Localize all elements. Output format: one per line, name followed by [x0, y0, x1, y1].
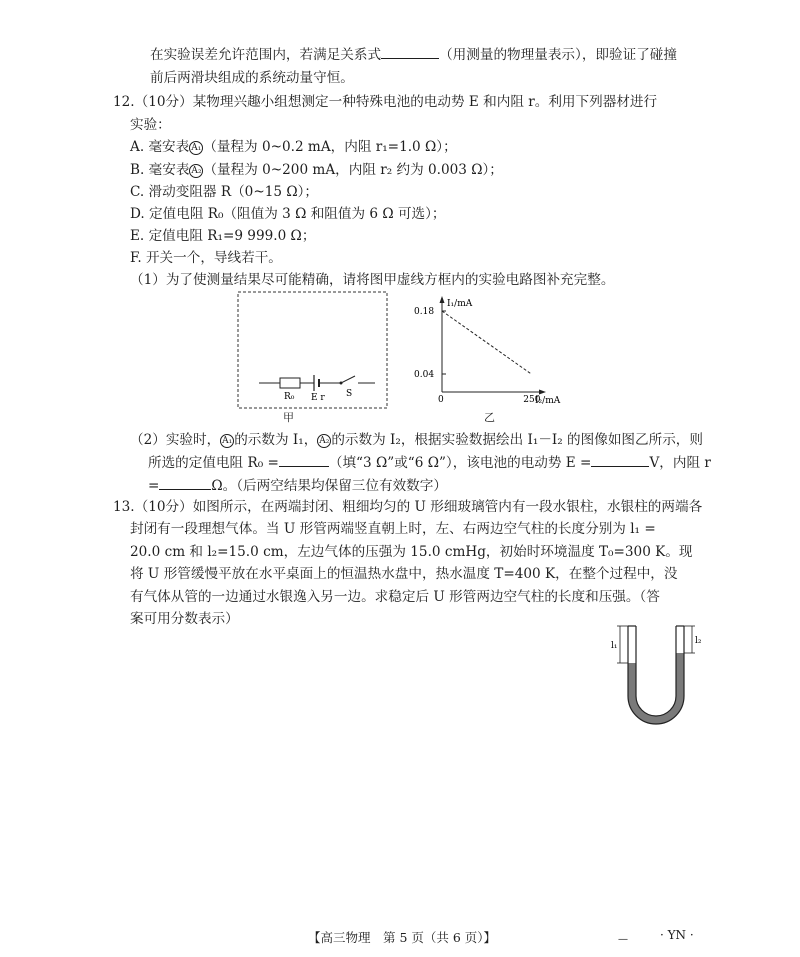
i1-i2-line [442, 311, 531, 374]
q13-line-2: 封闭有一段理想气体。当 U 形管两端竖直朝上时，左、右两边空气柱的长度分别为 l₁ = [130, 521, 656, 537]
option-a-text: （量程为 0~0.2 mA，内阻 r₁=1.0 Ω）； [203, 139, 457, 155]
q12-option-e: E. 定值电阻 R₁=9 999.0 Ω； [130, 228, 316, 244]
u-tube-inner-wall [636, 626, 676, 716]
u-tube-figure [600, 618, 710, 738]
q12-part-2-line-3 [148, 475, 447, 496]
part2-r0-text: 所选的定值电阻 R₀ = [148, 455, 279, 471]
answer-blank-emf[interactable] [591, 452, 649, 467]
x-tick-250: 250 [523, 395, 541, 405]
q12-part-2-line-1 [130, 430, 703, 450]
milliammeter-a1-icon: A₁ [222, 436, 233, 446]
intro-line-2: 前后两滑块组成的系统动量守恒。 [150, 70, 354, 86]
q13-line-6: 案可用分数表示） [130, 611, 239, 627]
footer-dash: — [618, 934, 628, 945]
l2-label: l₂ [695, 636, 702, 646]
x-axis-label: I₂/mA [535, 396, 561, 406]
r0-label: R₀ [284, 392, 295, 402]
y-axis-arrow-icon [440, 296, 445, 303]
part2-text-a: （2）实验时， [130, 432, 221, 448]
q12-stem-line-2: 实验： [130, 117, 171, 133]
y-axis-label: I₁/mA [447, 299, 473, 309]
circuit-figure-a [235, 290, 395, 420]
graph-figure-b [410, 292, 570, 418]
q12-part-2-line-2 [148, 452, 711, 473]
milliammeter-a2-icon: A₂ [319, 436, 330, 446]
answer-blank-r0[interactable] [279, 452, 329, 467]
emf-label: E r [311, 393, 325, 403]
q13-line-4: 将 U 形管缓慢平放在水平桌面上的恒温热水盘中，热水温度 T=400 K，在整个过程中，没 [130, 566, 678, 582]
part2-emf-text: （填“3 Ω”或“6 Ω”），该电池的电动势 E = [328, 455, 592, 471]
part2-text-c: 的示数为 I₂，根据实验数据绘出 I₁－I₂ 的图像如图乙所示，则 [331, 432, 703, 448]
option-b-text: （量程为 0~200 mA，内阻 r₂ 约为 0.003 Ω）； [203, 162, 503, 178]
x-axis-arrow-icon [539, 390, 546, 395]
origin-label: 0 [438, 395, 444, 405]
intro-text-b: （用测量的物理量表示），即验证了碰撞 [439, 47, 677, 63]
q12-option-d: D. 定值电阻 R₀（阻值为 3 Ω 和阻值为 6 Ω 可选）； [130, 206, 446, 222]
dashed-answer-box [238, 292, 387, 408]
part2-r-text: V，内阻 r [649, 455, 711, 471]
answer-blank-relation[interactable] [381, 44, 439, 59]
answer-blank-r[interactable] [159, 475, 211, 490]
switch-s-icon [341, 376, 355, 383]
q13-line-3: 20.0 cm 和 l₂=15.0 cm，左边气体的压强为 15.0 cmHg，初始时环境温度 T₀=300 K。现 [130, 544, 693, 560]
footer-code: · YN · [660, 928, 694, 942]
part2-unit-note: Ω。（后两空结果均保留三位有效数字） [211, 478, 447, 494]
milliammeter-a2-icon: A₂ [191, 166, 202, 176]
intro-text-a: 在实验误差允许范围内，若满足关系式 [150, 47, 382, 63]
l1-label: l₁ [611, 641, 618, 651]
switch-label: S [346, 389, 353, 399]
figure-a-caption: 甲 [283, 411, 294, 424]
q12-stem-line-1: 12.（10分）某物理兴趣小组想测定一种特殊电池的电动势 E 和内阻 r。利用下列器材进行 [113, 94, 658, 110]
figure-b-caption: 乙 [484, 411, 495, 424]
q12-option-b [130, 160, 503, 180]
option-b-label: B. 毫安表 [130, 162, 190, 178]
q12-part-1: （1）为了使测量结果尽可能精确，请将图甲虚线方框内的实验电路图补充完整。 [130, 272, 615, 288]
y-tick-018: 0.18 [414, 307, 435, 317]
y-tick-004: 0.04 [414, 370, 435, 380]
q12-option-c: C. 滑动变阻器 R（0~15 Ω）； [130, 184, 318, 200]
page-footer: 【高三物理 第 5 页（共 6 页）】 [308, 930, 497, 945]
q13-line-1: 13.（10分）如图所示，在两端封闭、粗细均匀的 U 形细玻璃管内有一段水银柱，水银柱的两端各 [113, 499, 703, 515]
option-a-label: A. 毫安表 [130, 139, 190, 155]
resistor-r0-icon [280, 378, 300, 388]
intro-line-1 [150, 44, 677, 65]
q12-option-a [130, 137, 457, 157]
q12-option-f: F. 开关一个，导线若干。 [130, 250, 282, 266]
part2-text-b: 的示数为 I₁， [234, 432, 318, 448]
milliammeter-a1-icon: A₁ [191, 143, 202, 153]
part2-eq-sign: = [148, 478, 160, 494]
q13-line-5: 有气体从管的一边通过水银逸入另一边。求稳定后 U 形管两边空气柱的长度和压强。（答 [130, 589, 660, 605]
